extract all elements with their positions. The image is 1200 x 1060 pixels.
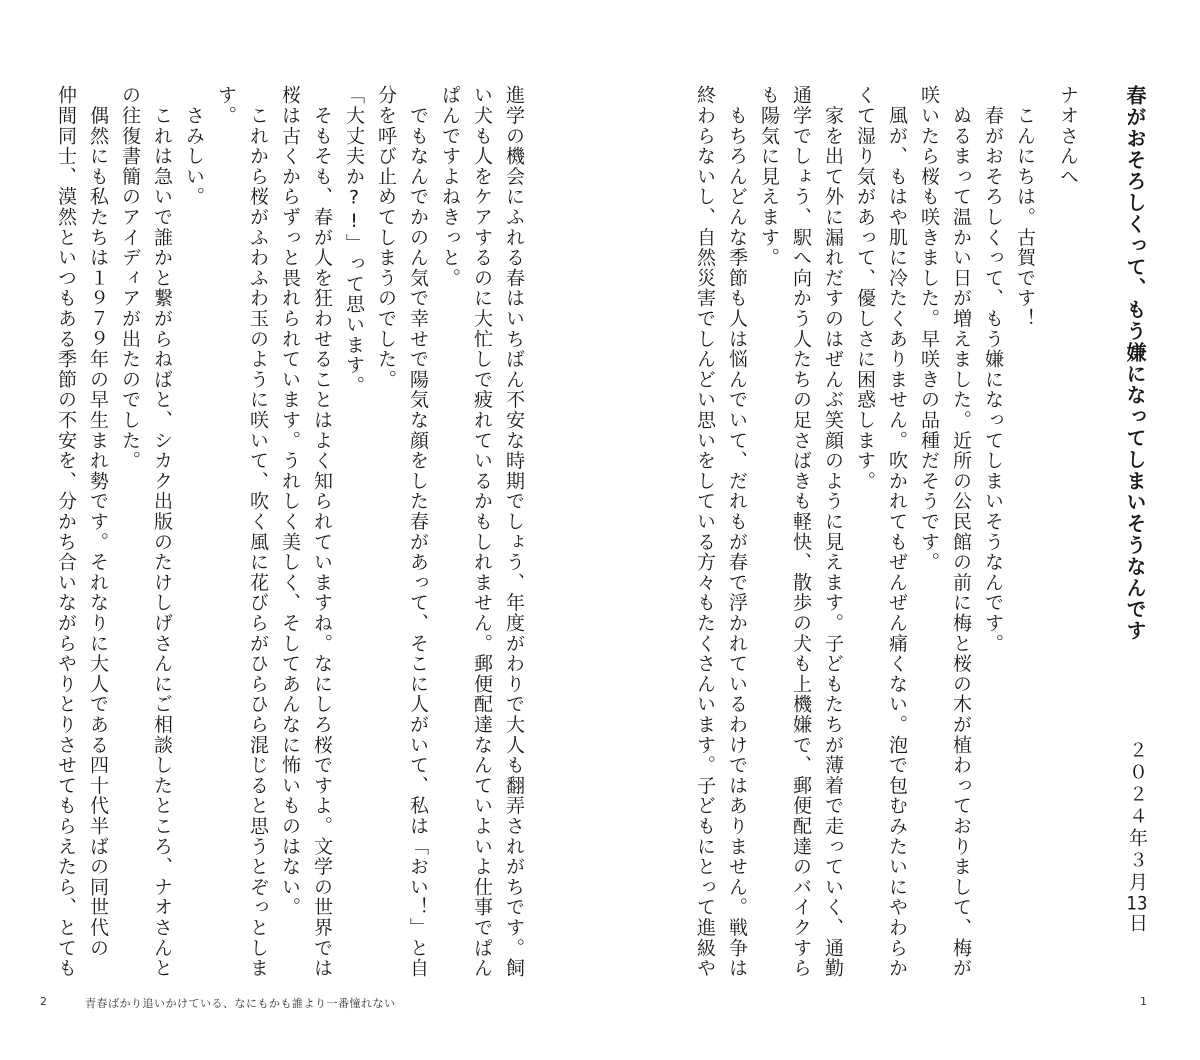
right-page: [620, 0, 1200, 1060]
text-line: ぬるまって温かい日が増えました。近所の公民館の前に梅と桜の木が植わっておりまして、梅が: [950, 85, 972, 979]
text-line: 仲間同士、漠然といつもある季節の不安を、分かち合いながらやりとりさせてもらえたら、とても: [55, 85, 77, 979]
text-line: 風が、もはや肌に冷たくありません。吹かれてもぜんぜん痛くない。泡で包むみたいにやわらか: [886, 85, 908, 979]
text-line: もちろんどんな季節も人は悩んでいて、だれもが春で浮かれているわけではありません。戦争は: [726, 85, 748, 979]
text-line: 桜は古くからずっと畏れられています。うれしく美しく、そしてあんなに怖いものはない。: [279, 85, 301, 918]
addressee: ナオさんへ: [1057, 85, 1079, 187]
text-line: す。: [215, 85, 237, 126]
text-line: そもそも、春が人を狂わせることはよく知られていますね。なにしろ桜ですよ。文学の世界では: [311, 85, 333, 979]
text-line: の往復書簡のアイディアが出たのでした。: [119, 85, 141, 471]
text-line: でもなんでかのん気で幸せで陽気な顔をした春があって、そこに人がいて、私は「おい！」と自: [407, 85, 429, 979]
date-part-3: 日: [1126, 913, 1148, 935]
text-line: こんにちは。古賀です！: [1014, 85, 1036, 329]
text-line: 終わらないし、自然災害でしんどい思いをしている方々もたくさんいます。子どもにとって進級や: [694, 85, 716, 979]
text-line: 分を呼び止めてしまうのでした。: [375, 85, 397, 390]
date-part-day: 13: [1126, 894, 1148, 913]
text-line: 偶然にも私たちは１９７９年の早生まれ勢です。それなりに大人である四十代半ばの同世代の: [87, 85, 109, 958]
running-head: 青春ばかり追いかけている、なにもかも誰より一番憧れない: [85, 997, 396, 1010]
text-line: これから桜がふわふわ玉のように咲いて、吹く風に花びらがひらひら混じると思うとぞっとしま: [247, 85, 269, 979]
page-number: 2: [40, 995, 47, 1008]
letter-date: [1127, 740, 1146, 935]
text-line: 咲いたら桜も咲きました。早咲きの品種だそうです。: [918, 85, 940, 573]
text-line: も陽気に見えます。: [758, 85, 780, 268]
text-line: 春がおそろしくって、もう嫌になってしまいそうなんです。: [982, 85, 1004, 654]
text-line: 通学でしょう、駅へ向かう人たちの足さばきも軽快、散歩の犬も上機嫌で、郵便配達のバイクすら: [790, 85, 812, 979]
text-line: 「大丈夫か?!」って思います。: [343, 85, 365, 396]
text-line: さみしい。: [183, 85, 205, 207]
text-line: ぱんですよねきっと。: [439, 85, 461, 288]
text-line: い犬も人をケアするのに大忙しで疲れているかもしれません。郵便配達なんていよいよ仕事でぱん: [471, 85, 493, 979]
letter-title: 春がおそろしくって、もう嫌になってしまいそうなんです: [1123, 85, 1147, 642]
date-part-1: ２０２４年３月: [1126, 740, 1148, 894]
text-line: 進学の機会にふれる春はいちばん不安な時期でしょう、年度がわりで大人も翻弄されがちです。飼: [503, 85, 525, 979]
text-line: 家を出て外に漏れだすのはぜんぶ笑顔のように見えます。子どもたちが薄着で走っていく、通勤: [822, 85, 844, 979]
page-number: 1: [1140, 995, 1147, 1008]
text-line: くて湿り気があって、優しさに困惑します。: [854, 85, 876, 491]
text-line: これは急いで誰かと繋がらねばと、シカク出版のたけしげさんにご相談したところ、ナオさんと: [151, 85, 173, 979]
